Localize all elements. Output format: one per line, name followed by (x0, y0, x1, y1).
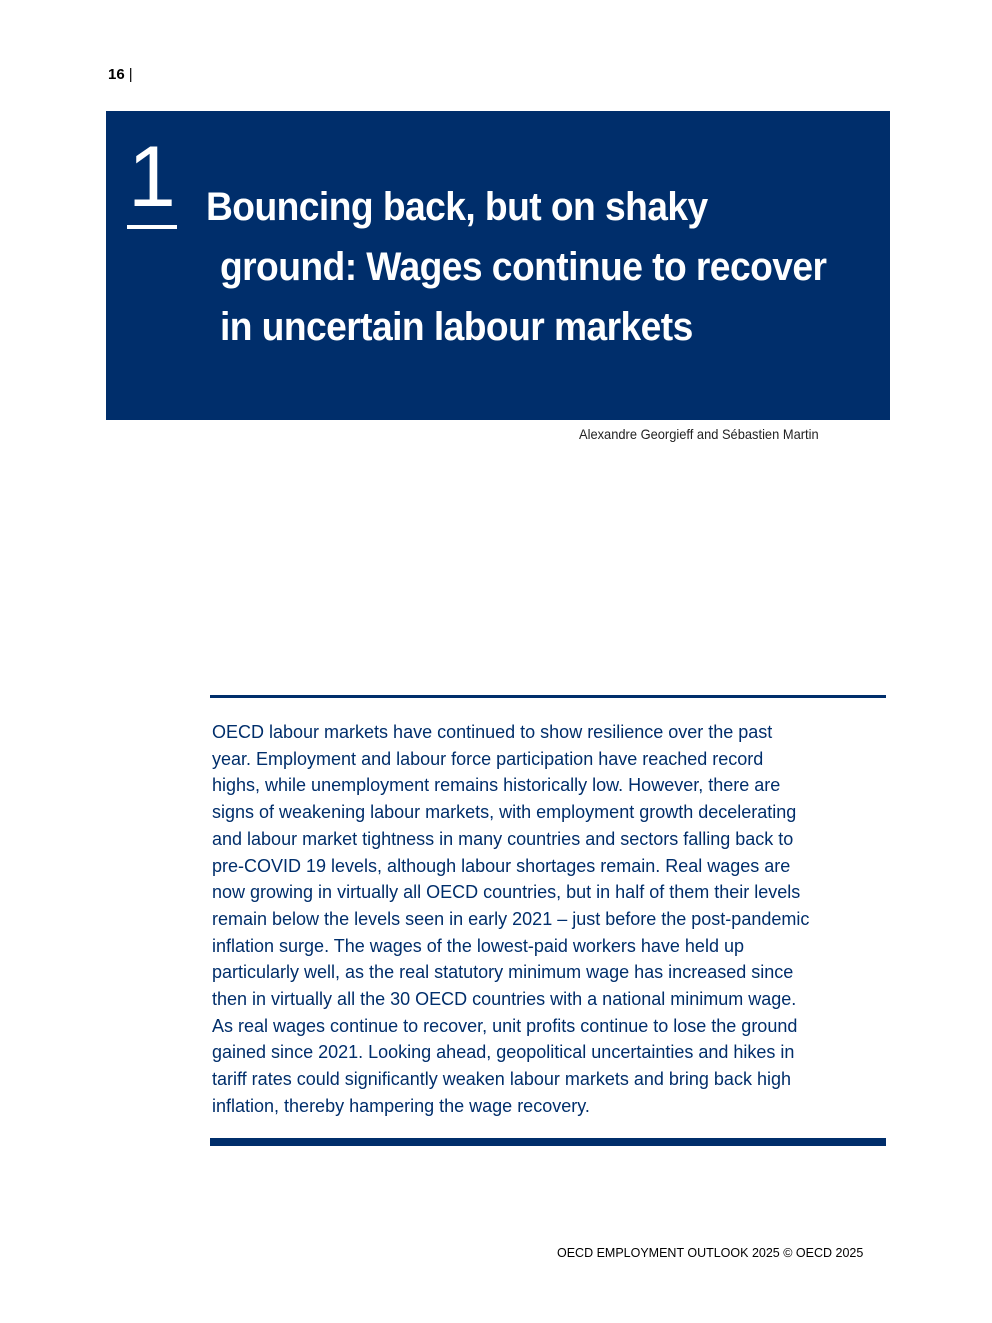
abstract-line: year. Employment and labour force participation have reached record (212, 748, 764, 769)
abstract-line: signs of weakening labour markets, with employment growth decelerating (212, 802, 797, 823)
page-number-separator: | (128, 66, 133, 83)
abstract-bottom-divider (210, 1138, 886, 1146)
abstract-line: tariff rates could significantly weaken labour markets and bring back high (212, 1069, 791, 1090)
chapter-authors: Alexandre Georgieff and Sébastien Martin (579, 426, 819, 442)
abstract-text (212, 719, 888, 1120)
chapter-title-line: ground: Wages continue to recover (219, 245, 827, 289)
chapter-banner (106, 111, 890, 420)
abstract-line: and labour market tightness in many countries and sectors falling back to (212, 828, 794, 849)
abstract-top-divider (210, 695, 886, 698)
abstract-line: remain below the levels seen in early 2021 – just before the post-pandemic (212, 908, 810, 929)
chapter-number: 1 (128, 129, 176, 225)
page-number-value: 16 (108, 66, 125, 83)
abstract-line: highs, while unemployment remains historically low. However, there are (212, 775, 781, 796)
chapter-number-underline (127, 225, 177, 229)
abstract-line: gained since 2021. Looking ahead, geopolitical uncertainties and hikes in (212, 1042, 795, 1063)
abstract-line: As real wages continue to recover, unit profits continue to lose the ground (212, 1015, 798, 1036)
abstract-line: inflation surge. The wages of the lowest-paid workers have held up (212, 935, 744, 956)
abstract-line: then in virtually all the 30 OECD countries with a national minimum wage. (212, 989, 797, 1010)
page-number (108, 66, 133, 83)
abstract-line: OECD labour markets have continued to show resilience over the past (212, 722, 773, 742)
abstract-line: pre-COVID 19 levels, although labour shortages remain. Real wages are (212, 855, 791, 876)
abstract-line: now growing in virtually all OECD countries, but in half of them their levels (212, 882, 801, 903)
chapter-title-line: Bouncing back, but on shaky (206, 185, 708, 229)
page-footer: OECD EMPLOYMENT OUTLOOK 2025 © OECD 2025 (557, 1246, 864, 1260)
chapter-title (206, 177, 829, 357)
abstract-line: inflation, thereby hampering the wage recovery. (212, 1095, 590, 1116)
abstract-line: particularly well, as the real statutory minimum wage has increased since (212, 962, 794, 983)
chapter-title-line: in uncertain labour markets (219, 305, 693, 349)
